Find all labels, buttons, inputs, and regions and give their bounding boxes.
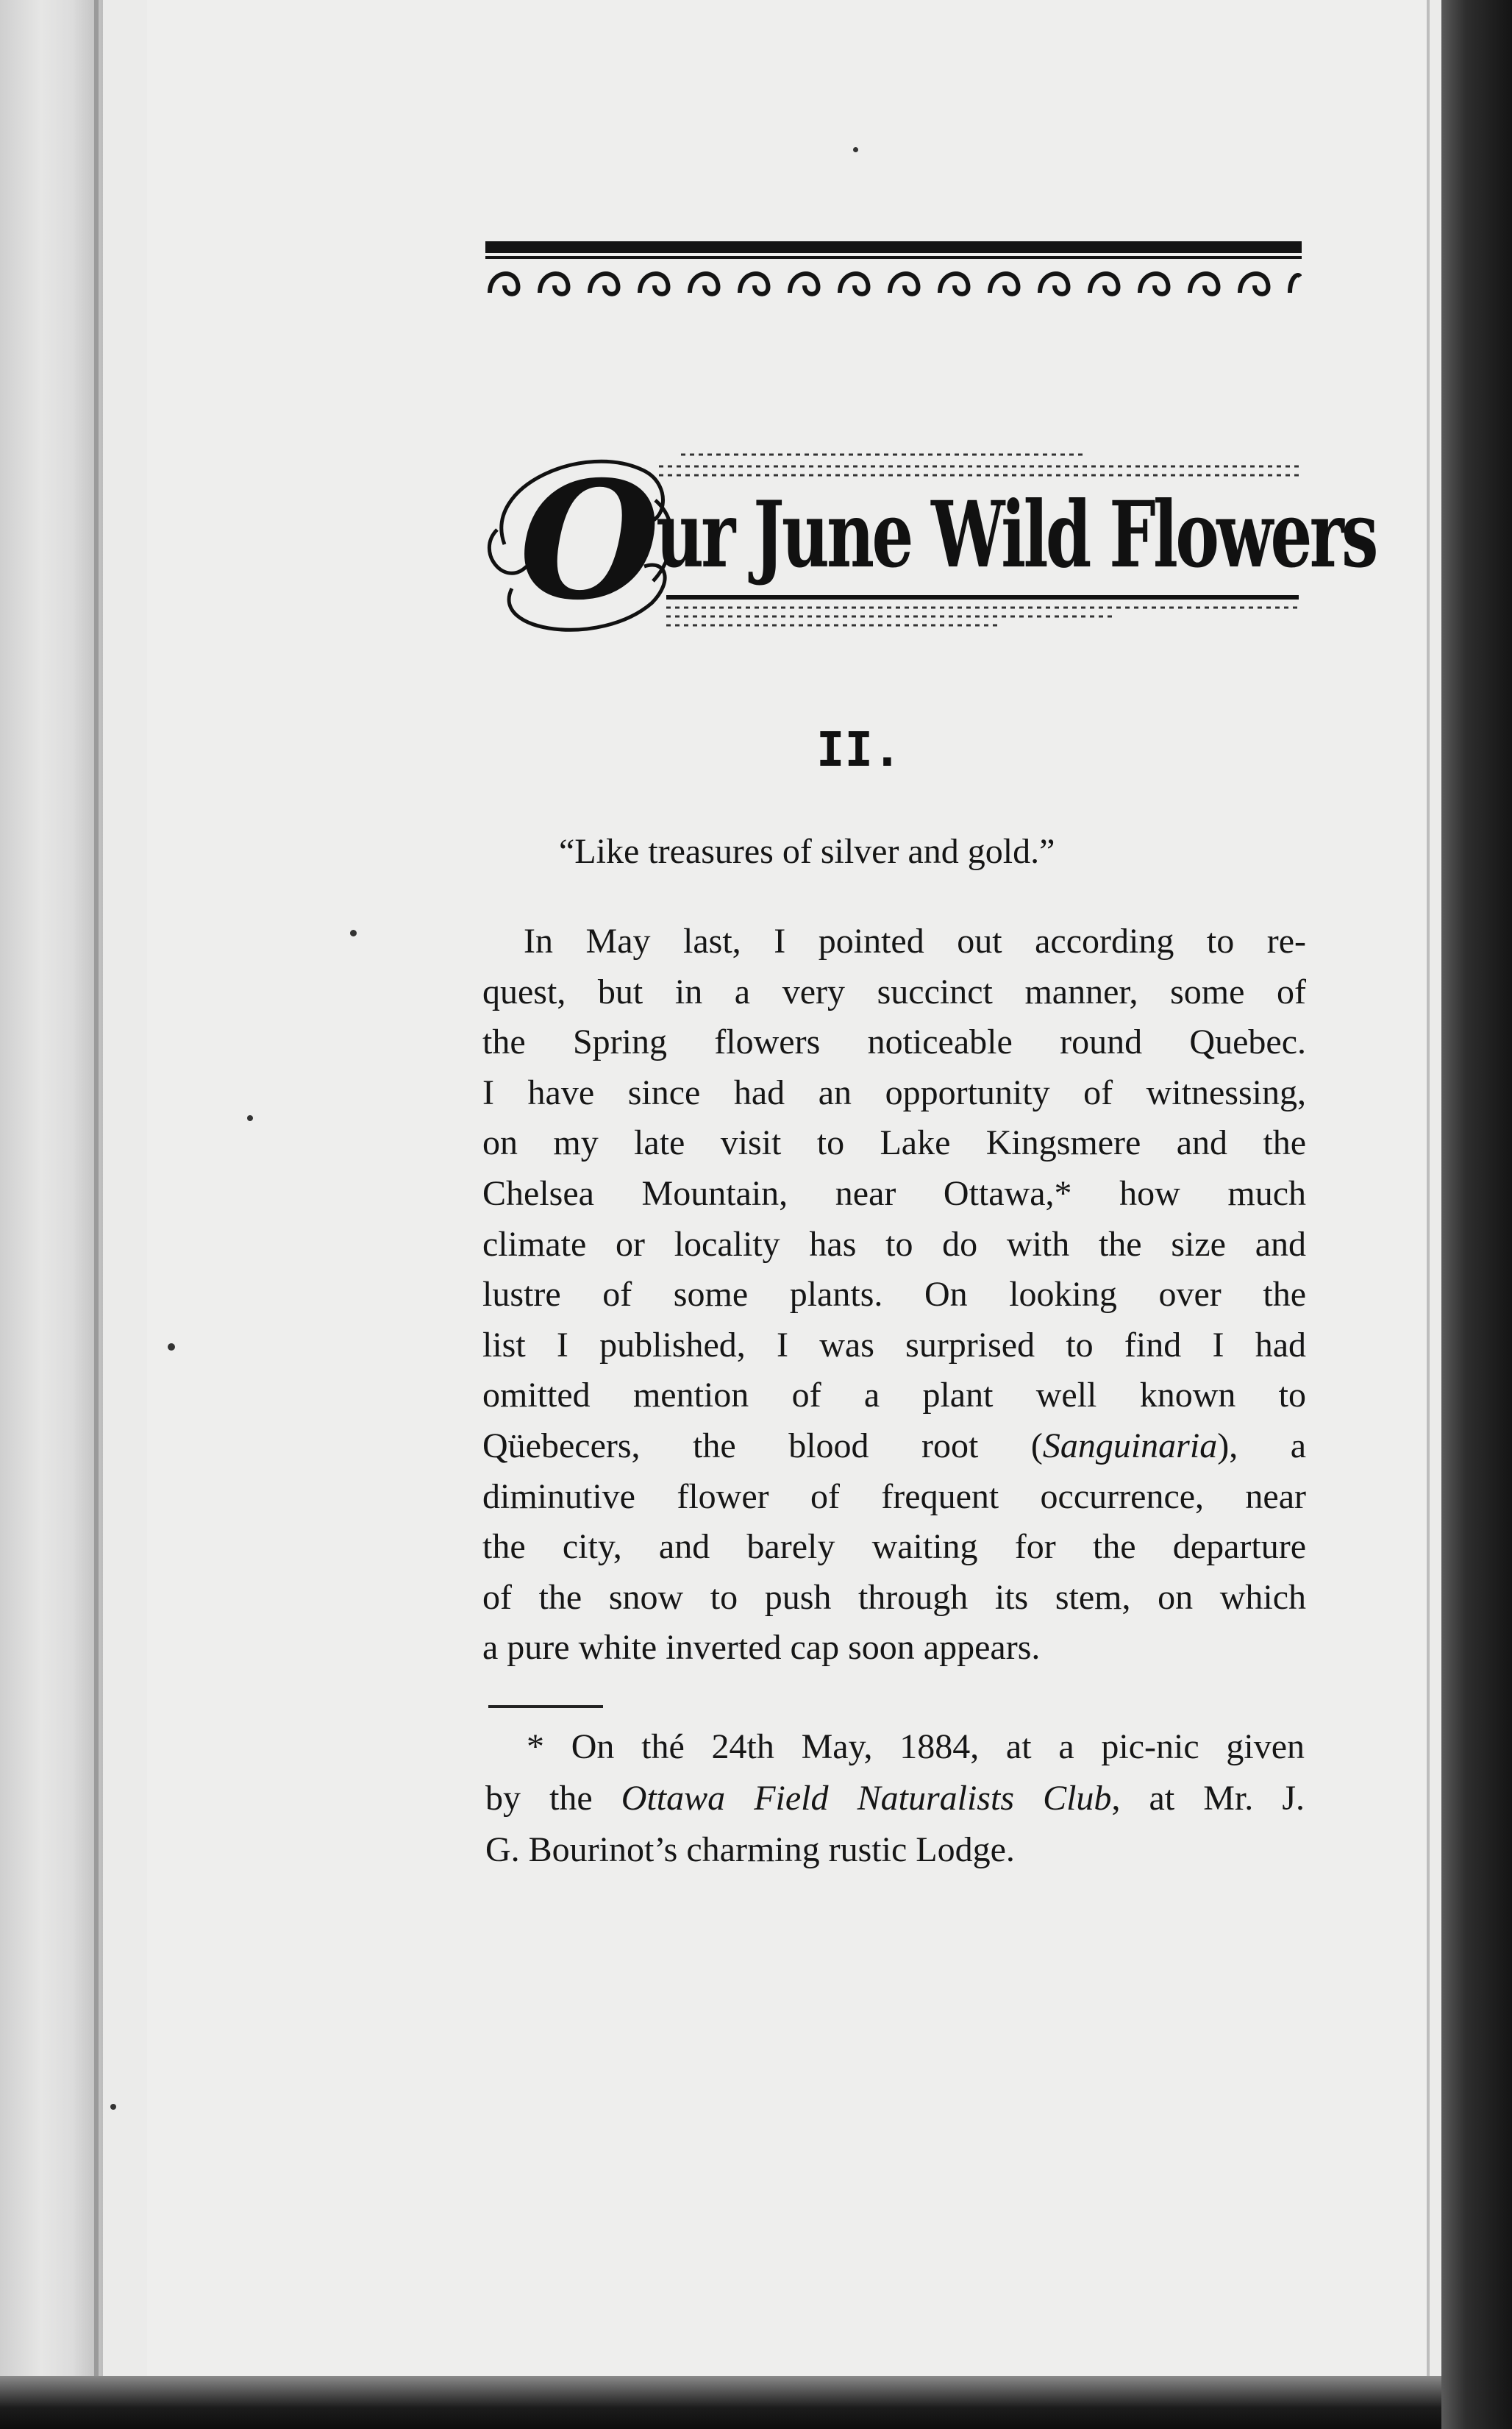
text-line [482, 1421, 1306, 1472]
text-run: ), a [1217, 1426, 1306, 1465]
page-title: ur June Wild Flowers [656, 482, 1376, 588]
text-line: In May last, I pointed out according to re- [524, 922, 1306, 961]
text-line: of the snow to push through its stem, on which [482, 1577, 1306, 1617]
text-line: the city, and barely waiting for the departure [482, 1527, 1306, 1567]
body-text [482, 917, 1306, 1674]
text-line: omitted mention of a plant well known to [482, 1376, 1306, 1415]
text-line: I have since had an opportunity of witnessing, [482, 1073, 1306, 1112]
section-number: II. [816, 723, 902, 778]
ornament-band-icon [485, 241, 1302, 299]
text-line: lustre of some plants. On looking over the [482, 1275, 1306, 1315]
text-line: Chelsea Mountain, near Ottawa,* how much [482, 1173, 1306, 1213]
text-line: the Spring flowers noticeable round Quebec. [482, 1023, 1306, 1062]
footnote-line [485, 1773, 1305, 1824]
text-line: list I published, I was surprised to find I had [482, 1325, 1306, 1365]
footnote [485, 1721, 1305, 1876]
footnote-line: * On thé 24th May, 1884, at a pic-nic given [527, 1727, 1305, 1766]
club-name: Ottawa Field Naturalists Club [621, 1779, 1112, 1818]
text-run: Qüebecers, the blood root ( [482, 1426, 1043, 1465]
text-line: diminutive flower of frequent occurrence, near [482, 1476, 1306, 1516]
botanical-name: Sanguinaria [1042, 1426, 1218, 1465]
bottom-edge [0, 2376, 1441, 2429]
text-line: climate or locality has to do with the size and [482, 1224, 1306, 1264]
footnote-line: G. Bourinot’s charming rustic Lodge. [485, 1830, 1015, 1869]
binding-edge [0, 0, 103, 2429]
footnote-rule [488, 1705, 603, 1708]
text-run: by the [485, 1779, 621, 1818]
text-line: on my late visit to Lake Kingsmere and the [482, 1123, 1306, 1163]
text-line: a pure white inverted cap soon appears. [482, 1628, 1041, 1668]
title-block [482, 441, 1376, 640]
title-initial: O [519, 445, 660, 636]
text-run: , at Mr. J. [1111, 1779, 1305, 1818]
epigraph: “Like treasures of silver and gold.” [559, 832, 1055, 871]
text-line: quest, but in a very succinct manner, some of [482, 972, 1306, 1011]
right-gutter [1441, 0, 1512, 2429]
